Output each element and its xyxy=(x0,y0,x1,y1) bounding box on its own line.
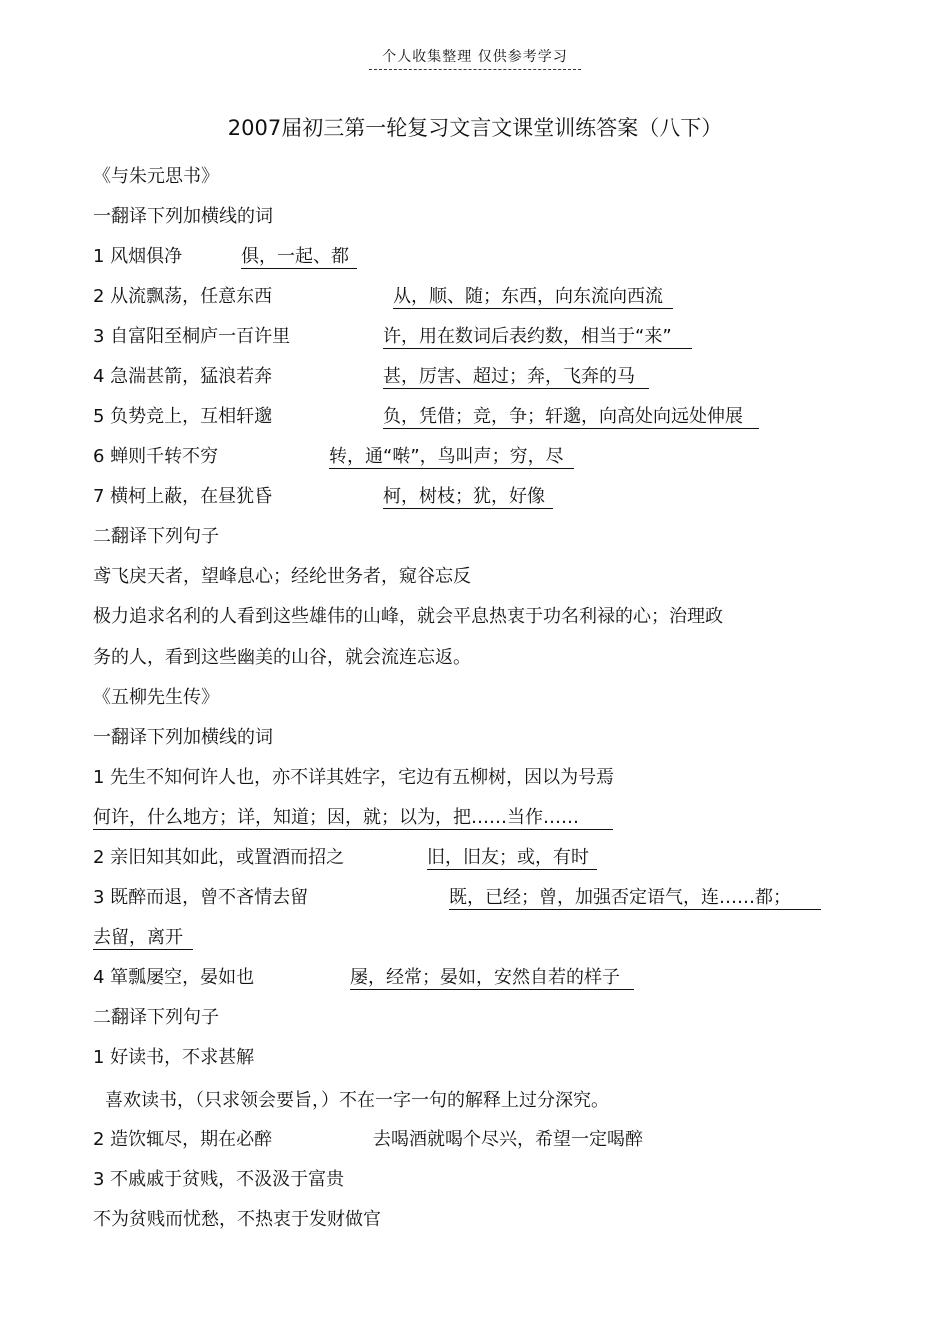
vocab-answer xyxy=(383,404,759,430)
vocab-answer xyxy=(383,364,649,390)
section-heading-yu-zhu-yuan-si-shu: 《与朱元思书》 xyxy=(93,166,219,187)
vocab-answer xyxy=(383,324,692,350)
vocab-question: 3 自富阳至桐庐一百许里 xyxy=(93,326,291,347)
header-dashed-rule xyxy=(369,69,581,70)
answer-underlined: 俱，一起、都 xyxy=(241,246,357,269)
vocab-question: 2 从流飘荡，任意东西 xyxy=(93,286,273,307)
vocab-answer xyxy=(350,965,634,991)
sentence-translation: 不为贫贱而忧愁，不热衷于发财做官 xyxy=(93,1209,381,1230)
vocab-question: 4 箪瓢屡空，晏如也 xyxy=(93,967,255,988)
answer-underlined: 何许，什么地方；详，知道；因，就；以为，把……当作…… xyxy=(93,807,613,830)
part-title-sentences: 二翻译下列句子 xyxy=(93,526,219,547)
sentence-original: 3 不戚戚于贫贱，不汲汲于富贵 xyxy=(93,1169,345,1190)
sentence-original: 鸢飞戾天者，望峰息心；经纶世务者，窥谷忘反 xyxy=(93,566,471,587)
vocab-question: 1 先生不知何许人也，亦不详其姓字，宅边有五柳树，因以为号焉 xyxy=(93,767,615,788)
answer-underlined: 屡，经常；晏如，安然自若的样子 xyxy=(350,967,634,990)
vocab-answer xyxy=(393,284,673,310)
sentence-translation: 极力追求名利的人看到这些雄伟的山峰，就会平息热衷于功名利禄的心；治理政 xyxy=(93,606,723,627)
vocab-question: 3 既醉而退，曾不吝情去留 xyxy=(93,887,309,908)
vocab-question: 4 急湍甚箭，猛浪若奔 xyxy=(93,366,273,387)
vocab-answer xyxy=(93,805,613,831)
sentence-translation: 去喝酒就喝个尽兴，希望一定喝醉 xyxy=(373,1129,643,1150)
sentence-original: 1 好读书，不求甚解 xyxy=(93,1047,255,1068)
vocab-answer xyxy=(427,845,597,871)
part-title-vocab: 一翻译下列加横线的词 xyxy=(93,206,273,227)
answer-underlined: 旧，旧友；或，有时 xyxy=(427,847,597,870)
answer-underlined: 去留，离开 xyxy=(93,927,193,950)
part-title-vocab: 一翻译下列加横线的词 xyxy=(93,727,273,748)
vocab-answer xyxy=(383,484,553,510)
answer-underlined: 许，用在数词后表约数，相当于“来” xyxy=(383,326,692,349)
vocab-answer xyxy=(449,885,821,911)
header-text: 个人收集整理 仅供参考学习 xyxy=(382,49,568,65)
answer-underlined: 负，凭借；竞，争；轩邈，向高处向远处伸展 xyxy=(383,406,759,429)
part-title-sentences: 二翻译下列句子 xyxy=(93,1007,219,1028)
answer-underlined: 从，顺、随；东西，向东流向西流 xyxy=(393,286,673,309)
sentence-translation-cont: 务的人，看到这些幽美的山谷，就会流连忘返。 xyxy=(93,647,471,668)
answer-underlined: 甚，厉害、超过；奔，飞奔的马 xyxy=(383,366,649,389)
vocab-answer xyxy=(241,244,357,270)
vocab-answer-cont xyxy=(93,925,193,951)
answer-underlined: 既，已经；曾，加强否定语气，连……都； xyxy=(449,887,821,910)
sentence-translation: 喜欢读书，（只求领会要旨，）不在一字一句的解释上过分深究。 xyxy=(105,1090,609,1111)
vocab-question: 7 横柯上蔽，在昼犹昏 xyxy=(93,486,273,507)
section-heading-wu-liu-xian-sheng-zhuan: 《五柳先生传》 xyxy=(93,687,219,708)
answer-underlined: 柯，树枝；犹，好像 xyxy=(383,486,553,509)
vocab-question: 1 风烟俱净 xyxy=(93,246,183,267)
vocab-answer xyxy=(329,444,574,470)
answer-underlined: 转，通“啭”，鸟叫声；穷，尽 xyxy=(329,446,574,469)
vocab-question: 6 蝉则千转不穷 xyxy=(93,446,219,467)
vocab-question: 5 负势竞上，互相轩邈 xyxy=(93,406,273,427)
document-title: 2007届初三第一轮复习文言文课堂训练答案（八下） xyxy=(227,116,723,140)
vocab-question: 2 亲旧知其如此，或置酒而招之 xyxy=(93,847,345,868)
sentence-original: 2 造饮辄尽，期在必醉 xyxy=(93,1129,273,1150)
page-header xyxy=(0,46,950,70)
